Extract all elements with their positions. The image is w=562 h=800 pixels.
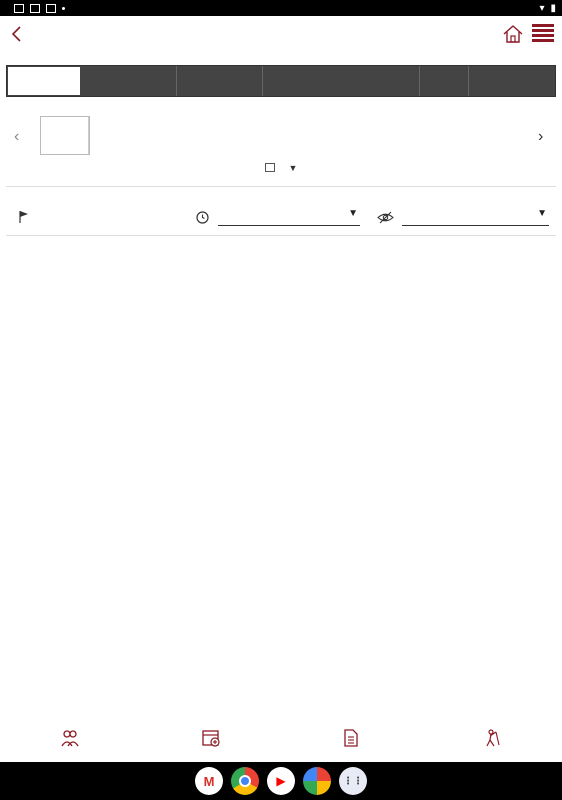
notification-icon [30, 4, 40, 13]
date-strip [0, 116, 562, 156]
tee-sheet [0, 236, 562, 716]
tab-bar [6, 65, 556, 97]
tab-my-bookings[interactable] [177, 66, 263, 96]
youtube-icon[interactable]: ▶ [267, 767, 295, 795]
nav-tee-times[interactable] [422, 716, 562, 762]
chevron-down-icon: ▼ [288, 163, 298, 173]
bottom-nav [0, 716, 562, 762]
wifi-icon: ▾ [539, 2, 545, 14]
tab-tee-sheet[interactable] [7, 66, 81, 96]
time-select[interactable] [218, 198, 360, 226]
calendar-add-icon [201, 728, 221, 748]
chevron-left-icon[interactable]: ‹ [14, 128, 20, 145]
chevron-right-icon[interactable]: › [538, 128, 544, 145]
menu-icon[interactable] [532, 24, 554, 44]
calendar-icon [265, 163, 275, 172]
chrome-icon[interactable] [231, 767, 259, 795]
document-icon [341, 728, 361, 748]
nav-event-cal[interactable] [141, 716, 282, 762]
select-date-button[interactable] [0, 163, 562, 174]
show-select[interactable] [402, 198, 549, 226]
notification-icon [46, 4, 56, 13]
people-icon [60, 728, 80, 748]
more-notifications-icon [62, 7, 65, 10]
clock-icon [196, 211, 209, 224]
golfer-icon [482, 728, 502, 748]
date-info-button[interactable] [41, 117, 89, 154]
tab-help[interactable] [420, 66, 469, 96]
tab-group-booking[interactable] [81, 66, 177, 96]
app-header [0, 16, 562, 62]
status-bar [0, 0, 562, 16]
caret-down-icon: ▼ [537, 208, 547, 219]
back-icon[interactable] [8, 24, 28, 44]
flag-icon [18, 210, 30, 224]
apps-icon[interactable]: ⋮⋮ [339, 767, 367, 795]
divider [6, 186, 556, 187]
battery-icon: ▮ [550, 2, 556, 14]
nav-roster[interactable] [0, 716, 141, 762]
home-icon[interactable] [502, 24, 524, 44]
system-dock [0, 762, 562, 800]
nav-statements[interactable] [281, 716, 422, 762]
photos-icon[interactable] [303, 767, 331, 795]
eye-off-icon [377, 211, 394, 224]
notification-icon [14, 4, 24, 13]
gmail-icon[interactable]: M [195, 767, 223, 795]
date-cells [40, 116, 90, 155]
tab-manage-buddies[interactable] [263, 66, 420, 96]
caret-down-icon: ▼ [348, 208, 358, 219]
